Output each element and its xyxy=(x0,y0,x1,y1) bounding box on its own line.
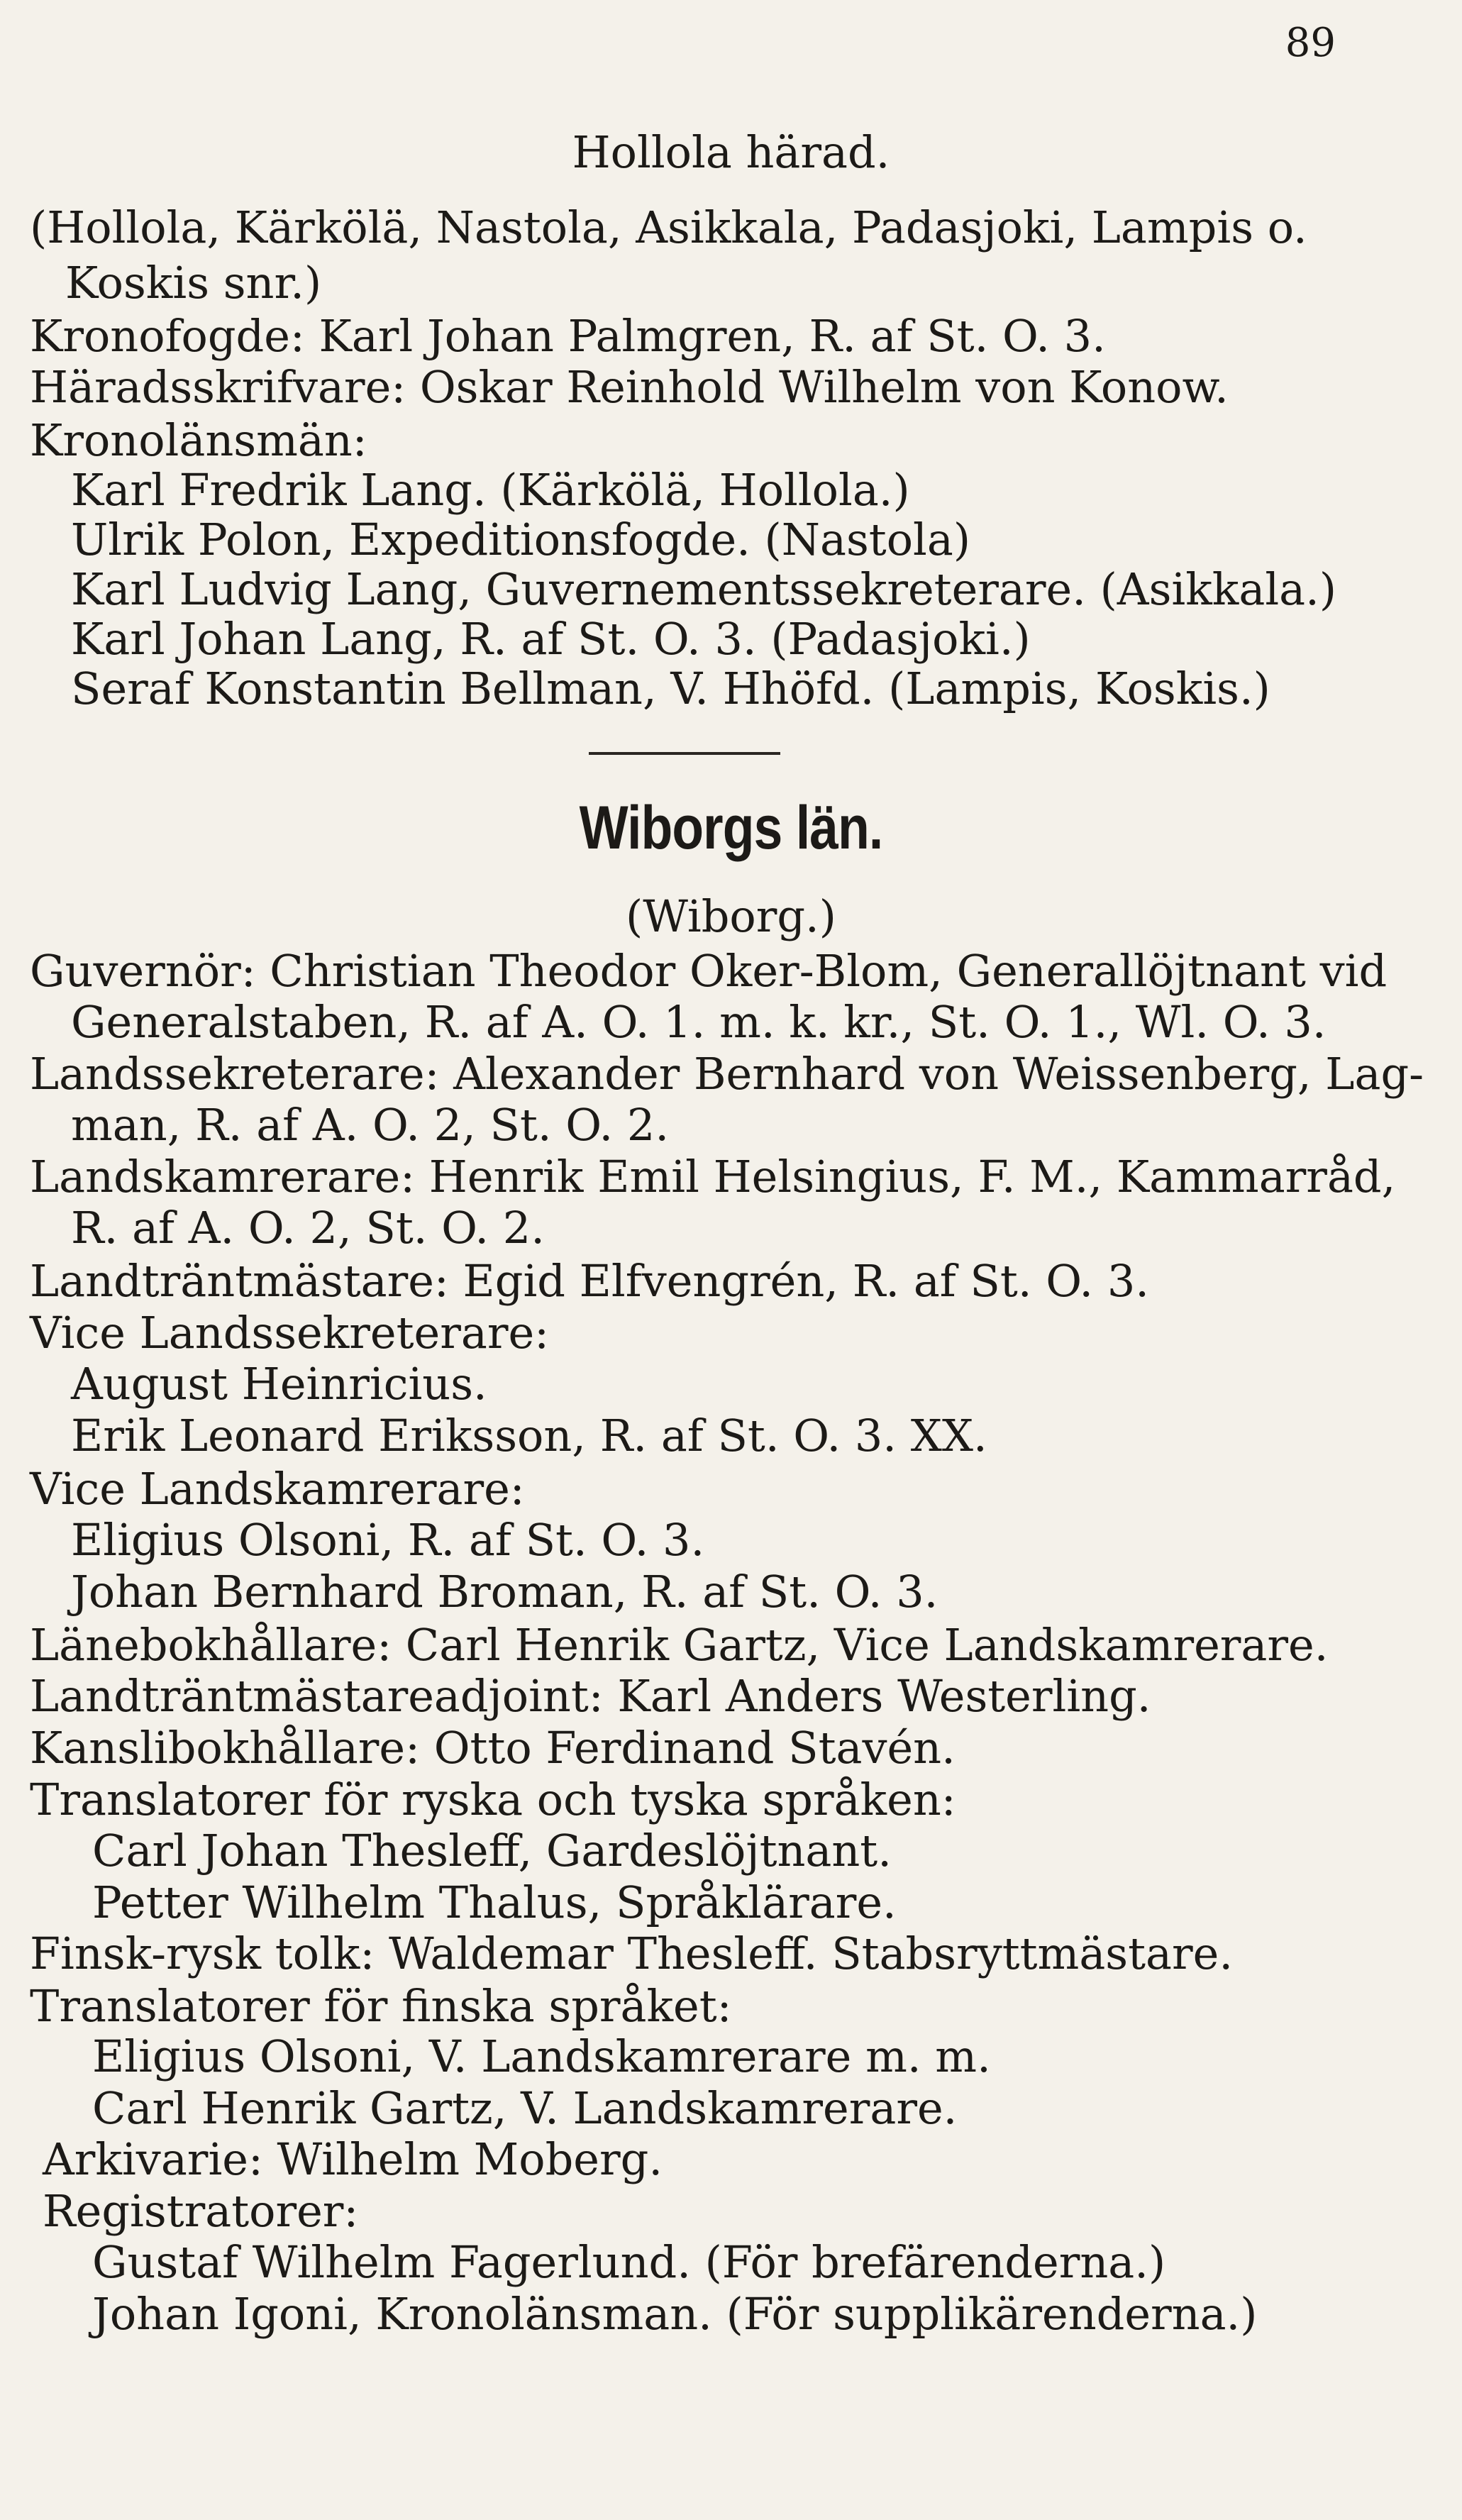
text-line: Petter Wilhelm Thalus, Språklärare. xyxy=(92,1877,897,1928)
text-line: Registratorer: xyxy=(43,2185,359,2237)
text-line: Koskis snr.) xyxy=(65,257,322,309)
text-line: Erik Leonard Eriksson, R. af St. O. 3. XX. xyxy=(71,1410,987,1461)
section-subheading: (Wiborg.) xyxy=(626,890,836,942)
text-line: Carl Johan Thesleff, Gardeslöjtnant. xyxy=(92,1825,892,1877)
text-line: Kanslibokhållare: Otto Ferdinand Stavén. xyxy=(30,1722,956,1774)
text-line: August Heinricius. xyxy=(71,1358,487,1410)
text-line: Seraf Konstantin Bellman, V. Hhöfd. (Lampis, Koskis.) xyxy=(71,663,1270,714)
text-line: Johan Igoni, Kronolänsman. (För supplikärenderna.) xyxy=(92,2288,1258,2340)
text-line: Carl Henrik Gartz, V. Landskamrerare. xyxy=(92,2082,958,2134)
text-line: Landträntmästareadjoint: Karl Anders Westerling. xyxy=(30,1670,1151,1722)
page-number: 89 xyxy=(1285,20,1336,66)
text-line: Landssekreterare: Alexander Bernhard von Weissenberg, Lag- xyxy=(30,1048,1424,1100)
text-line: Translatorer för ryska och tyska språken: xyxy=(30,1774,956,1825)
text-line: (Hollola, Kärkölä, Nastola, Asikkala, Padasjoki, Lampis o. xyxy=(30,201,1307,253)
text-line: Ulrik Polon, Expeditionsfogde. (Nastola) xyxy=(71,514,971,565)
text-line: Finsk-rysk tolk: Waldemar Thesleff. Stabsryttmästare. xyxy=(30,1928,1234,1979)
text-line: Vice Landskamrerare: xyxy=(30,1463,525,1515)
text-line: Generalstaben, R. af A. O. 1. m. k. kr., St. O. 1., Wl. O. 3. xyxy=(71,996,1327,1048)
text-line: Eligius Olsoni, R. af St. O. 3. xyxy=(71,1514,705,1566)
text-line: Kronolänsmän: xyxy=(30,414,367,466)
text-line: Johan Bernhard Broman, R. af St. O. 3. xyxy=(71,1566,938,1618)
text-line: Landskamrerare: Henrik Emil Helsingius, F. M., Kammarråd, xyxy=(30,1151,1396,1203)
section-heading-wiborgs-lan: Wiborgs län. xyxy=(579,794,883,862)
text-line: Gustaf Wilhelm Fagerlund. (För brefärenderna.) xyxy=(92,2236,1166,2288)
text-line: Karl Johan Lang, R. af St. O. 3. (Padasjoki.) xyxy=(71,613,1031,665)
text-line: Kronofogde: Karl Johan Palmgren, R. af St. O. 3. xyxy=(30,310,1106,362)
text-line: Guvernör: Christian Theodor Oker-Blom, Generallöjtnant vid xyxy=(30,945,1388,997)
text-line: Karl Ludvig Lang, Guvernementssekreterare. (Asikkala.) xyxy=(71,563,1337,615)
text-line: Länebokhållare: Carl Henrik Gartz, Vice Landskamrerare. xyxy=(30,1619,1329,1671)
text-line: Translatorer för finska språket: xyxy=(30,1980,732,2032)
section-heading-hollola: Hollola härad. xyxy=(572,126,890,178)
section-divider xyxy=(589,752,780,755)
text-line: Arkivarie: Wilhelm Moberg. xyxy=(43,2133,663,2185)
text-line: Häradsskrifvare: Oskar Reinhold Wilhelm von Konow. xyxy=(30,361,1229,413)
text-line: Landträntmästare: Egid Elfvengrén, R. af St. O. 3. xyxy=(30,1255,1150,1307)
text-line: Karl Fredrik Lang. (Kärkölä, Hollola.) xyxy=(71,464,910,516)
text-line: R. af A. O. 2, St. O. 2. xyxy=(71,1202,545,1254)
text-line: man, R. af A. O. 2, St. O. 2. xyxy=(71,1099,670,1151)
text-line: Vice Landssekreterare: xyxy=(30,1307,550,1359)
text-line: Eligius Olsoni, V. Landskamrerare m. m. xyxy=(92,2030,991,2082)
